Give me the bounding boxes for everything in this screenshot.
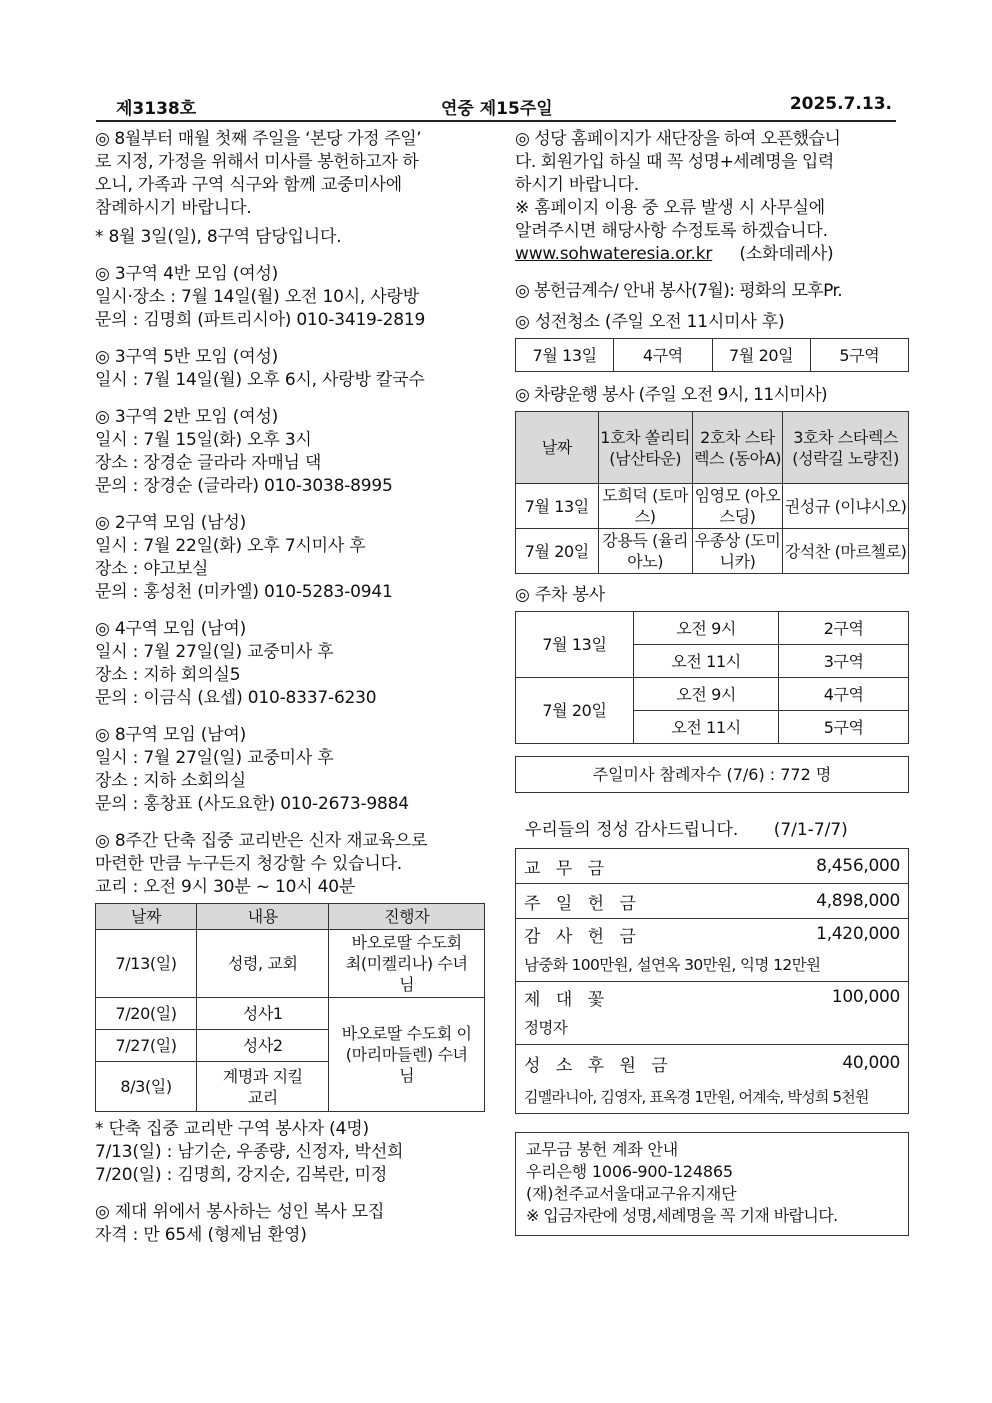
notice-line: ◎ 8월부터 매월 첫째 주일을 ‘본당 가정 주일’ [95, 129, 422, 149]
liturgical-week: 연중 제15주일 [441, 99, 553, 119]
parking-date: 7월 20일 [516, 678, 634, 744]
homepage-line: 다. 회원가입 하실 때 꼭 성명+세례명을 입력 [515, 152, 834, 172]
homepage-link[interactable]: www.sohwateresia.or.kr [515, 244, 713, 264]
offering-service [515, 280, 913, 303]
parking-area: 4구역 [779, 678, 909, 711]
donation-title: 우리들의 정성 감사드립니다. [525, 820, 739, 840]
donation-label: 성 소 후 원 금 [524, 1055, 673, 1076]
meeting-line: 문의 : 김명희 (파트리시아) 010-3419-2819 [95, 310, 426, 330]
offering-line: ◎ 봉헌금계수/ 안내 봉사(7월): 평화의 모후Pr. [515, 281, 843, 301]
parking-date: 7월 13일 [516, 612, 634, 678]
vehicle-driver: 우종상 (도미니카) [692, 529, 782, 574]
altar-server-recruit [95, 1201, 485, 1247]
meeting-line: 문의 : 장경순 (글라라) 010-3038-8995 [95, 476, 393, 496]
vehicle-driver: 도희덕 (토마스) [598, 484, 692, 529]
table-cell-content: 계명과 지킬 교리 [197, 1062, 329, 1112]
parking-time: 오전 9시 [633, 678, 778, 711]
meeting-title: ◎ 8구역 모임 (남여) [95, 725, 247, 745]
meeting-block [95, 406, 485, 498]
account-line: 우리은행 1006-900-124865 [526, 1162, 733, 1181]
donation-amount: 100,000 [831, 987, 900, 1007]
homepage-line: ※ 홈페이지 이용 중 오류 발생 시 사무실에 [515, 198, 826, 218]
issue-date: 2025.7.13. [789, 94, 892, 114]
donation-range: (7/1-7/7) [773, 820, 848, 840]
meeting-block [95, 346, 485, 392]
recruit-title: ◎ 제대 위에서 봉사하는 성인 복사 모집 [95, 1202, 385, 1222]
mass-attendance: 주일미사 참례자수 (7/6) : 772 명 [515, 756, 909, 793]
table-header: 1호차 쏠리티 (남산타운) [598, 412, 692, 484]
meeting-line: 일시 : 7월 27일(일) 교중미사 후 [95, 748, 334, 768]
notice-line: 로 지정, 가정을 위해서 미사를 봉헌하고자 하 [95, 152, 419, 172]
donation-label: 제 대 꽃 [524, 989, 610, 1010]
table-cell-content: 성사2 [197, 1030, 329, 1062]
meeting-line: 장소 : 장경순 글라라 자매님 댁 [95, 453, 322, 473]
notice-line: 오니, 가족과 구역 식구와 함께 교중미사에 [95, 175, 402, 195]
account-line: ※ 입금자란에 성명,세례명을 꼭 기재 바랍니다. [526, 1206, 838, 1225]
meeting-block [95, 618, 485, 710]
meeting-line: 일시 : 7월 27일(일) 교중미사 후 [95, 642, 334, 662]
donation-amount: 1,420,000 [816, 924, 900, 944]
donation-amount: 4,898,000 [816, 891, 900, 911]
meeting-block [95, 263, 485, 332]
issue-number: 제3138호 [116, 99, 197, 119]
table-cell-date: 8/3(일) [96, 1062, 197, 1112]
meeting-line: 장소 : 야고보실 [95, 559, 209, 579]
catechism-line: 마련한 만큼 누구든지 청강할 수 있습니다. [95, 854, 402, 874]
cleaning-table [515, 338, 909, 372]
right-column [515, 128, 913, 1236]
meeting-line: 일시 : 7월 22일(화) 오후 7시미사 후 [95, 536, 366, 556]
catechism-schedule-table [95, 903, 485, 1112]
catechism-line: 교리 : 오전 9시 30분 ~ 10시 40분 [95, 877, 356, 897]
meeting-title: ◎ 3구역 2반 모임 (여성) [95, 407, 279, 427]
donation-table [515, 848, 909, 1114]
homepage-line: 알려주시면 해당사항 수정토록 하겠습니다. [515, 221, 828, 241]
table-cell-leader: 바오로딸 수도회 최(미켈리나) 수녀님 [329, 930, 485, 998]
meeting-line: 장소 : 지하 소회의실 [95, 771, 246, 791]
notice-note: * 8월 3일(일), 8구역 담당입니다. [95, 227, 342, 247]
meeting-line: 문의 : 홍창표 (사도요한) 010-2673-9884 [95, 794, 409, 814]
meeting-title: ◎ 3구역 4반 모임 (여성) [95, 264, 279, 284]
table-header: 진행자 [329, 904, 485, 930]
catechism-line: ◎ 8주간 단축 집중 교리반은 신자 재교육으로 [95, 831, 428, 851]
cleaning-date: 7월 20일 [712, 339, 810, 372]
volunteer-line: 7/13(일) : 남기순, 우종량, 신정자, 박선희 [95, 1142, 404, 1162]
account-line: (재)천주교서울대교구유지재단 [526, 1184, 737, 1203]
parking-area: 3구역 [779, 645, 909, 678]
meeting-line: 문의 : 이금식 (요셉) 010-8337-6230 [95, 688, 377, 708]
table-header: 내용 [197, 904, 329, 930]
donation-row [516, 919, 908, 982]
notice-line: 참례하시기 바랍니다. [95, 198, 252, 218]
table-cell-date: 7/20(일) [96, 998, 197, 1030]
homepage-url-note: (소화데레사) [739, 244, 834, 264]
donation-title-line [515, 819, 913, 842]
cleaning-title: ◎ 성전청소 (주일 오전 11시미사 후) [515, 312, 785, 332]
parking-table [515, 611, 909, 744]
meeting-line: 문의 : 홍성천 (미카엘) 010-5283-0941 [95, 582, 393, 602]
vehicle-driver: 강석찬 (마르첼로) [783, 529, 909, 574]
vehicle-date: 7월 13일 [516, 484, 599, 529]
donation-row [516, 982, 908, 1045]
parking-area: 2구역 [779, 612, 909, 645]
cleaning-date: 7월 13일 [516, 339, 614, 372]
table-cell-content: 성령, 교회 [197, 930, 329, 998]
meeting-line: 일시 : 7월 14일(월) 오후 6시, 사랑방 칼국수 [95, 370, 425, 390]
catechism-class [95, 830, 485, 899]
family-sunday-notice [95, 128, 485, 249]
parking-time: 오전 9시 [633, 612, 778, 645]
meeting-title: ◎ 4구역 모임 (남여) [95, 619, 247, 639]
vehicle-title: ◎ 차량운행 봉사 (주일 오전 9시, 11시미사) [515, 385, 828, 405]
account-info [515, 1132, 909, 1236]
account-line: 교무금 봉헌 계좌 안내 [526, 1140, 678, 1159]
cleaning-area: 5구역 [810, 339, 908, 372]
homepage-line: ◎ 성당 홈페이지가 새단장을 하여 오픈했습니 [515, 129, 841, 149]
vehicle-table [515, 411, 909, 574]
vehicle-service [515, 384, 913, 574]
meeting-line: 일시·장소 : 7월 14일(월) 오전 10시, 사랑방 [95, 287, 419, 307]
recruit-line: 자격 : 만 65세 (형제님 환영) [95, 1225, 307, 1245]
donation-label: 교 무 금 [524, 858, 610, 879]
parking-time: 오전 11시 [633, 645, 778, 678]
homepage-url-line [515, 243, 913, 266]
vehicle-driver: 권성규 (이냐시오) [783, 484, 909, 529]
donation-amount: 40,000 [842, 1053, 900, 1073]
donation-label: 감 사 헌 금 [524, 926, 641, 947]
meeting-title: ◎ 3구역 5반 모임 (여성) [95, 347, 279, 367]
donation-detail: 남중화 100만원, 설연옥 30만원, 익명 12만원 [524, 956, 821, 974]
meeting-block [95, 512, 485, 604]
donation-amount: 8,456,000 [816, 856, 900, 876]
table-cell-date: 7/27(일) [96, 1030, 197, 1062]
parking-area: 5구역 [779, 711, 909, 744]
catechism-volunteers [95, 1118, 485, 1187]
cleaning-area: 4구역 [614, 339, 712, 372]
vehicle-driver: 강용득 (율리아노) [598, 529, 692, 574]
bulletin-header [96, 92, 896, 122]
meeting-line: 장소 : 지하 회의실5 [95, 665, 241, 685]
meeting-line: 일시 : 7월 15일(화) 오후 3시 [95, 430, 312, 450]
meeting-block [95, 724, 485, 816]
vehicle-driver: 임영모 (아오스딩) [692, 484, 782, 529]
donation-row [516, 849, 908, 884]
cleaning-service [515, 311, 913, 372]
table-header: 2호차 스타렉스 (동아A) [692, 412, 782, 484]
vehicle-date: 7월 20일 [516, 529, 599, 574]
meeting-title: ◎ 2구역 모임 (남성) [95, 513, 247, 533]
donation-row [516, 1045, 908, 1113]
volunteer-line: * 단축 집중 교리반 구역 봉사자 (4명) [95, 1119, 369, 1139]
left-column [95, 128, 485, 1255]
table-cell-leader: 바오로딸 수도회 이(마리마들렌) 수녀님 [329, 998, 485, 1112]
table-header: 날짜 [96, 904, 197, 930]
table-cell-content: 성사1 [197, 998, 329, 1030]
homepage-notice [515, 128, 913, 266]
table-header: 날짜 [516, 412, 599, 484]
homepage-line: 하시기 바랍니다. [515, 175, 639, 195]
donation-detail: 김멜라니아, 김영자, 표옥경 1만원, 어계숙, 박성희 5천원 [524, 1088, 869, 1106]
parking-service [515, 584, 913, 744]
parking-title: ◎ 주차 봉사 [515, 585, 605, 605]
donation-row [516, 884, 908, 919]
parking-time: 오전 11시 [633, 711, 778, 744]
table-header: 3호차 스타렉스 (성락길 노량진) [783, 412, 909, 484]
table-cell-date: 7/13(일) [96, 930, 197, 998]
donation-detail: 정명자 [524, 1019, 568, 1037]
volunteer-line: 7/20(일) : 김명희, 강지순, 김복란, 미정 [95, 1165, 388, 1185]
donation-label: 주 일 헌 금 [524, 893, 641, 914]
